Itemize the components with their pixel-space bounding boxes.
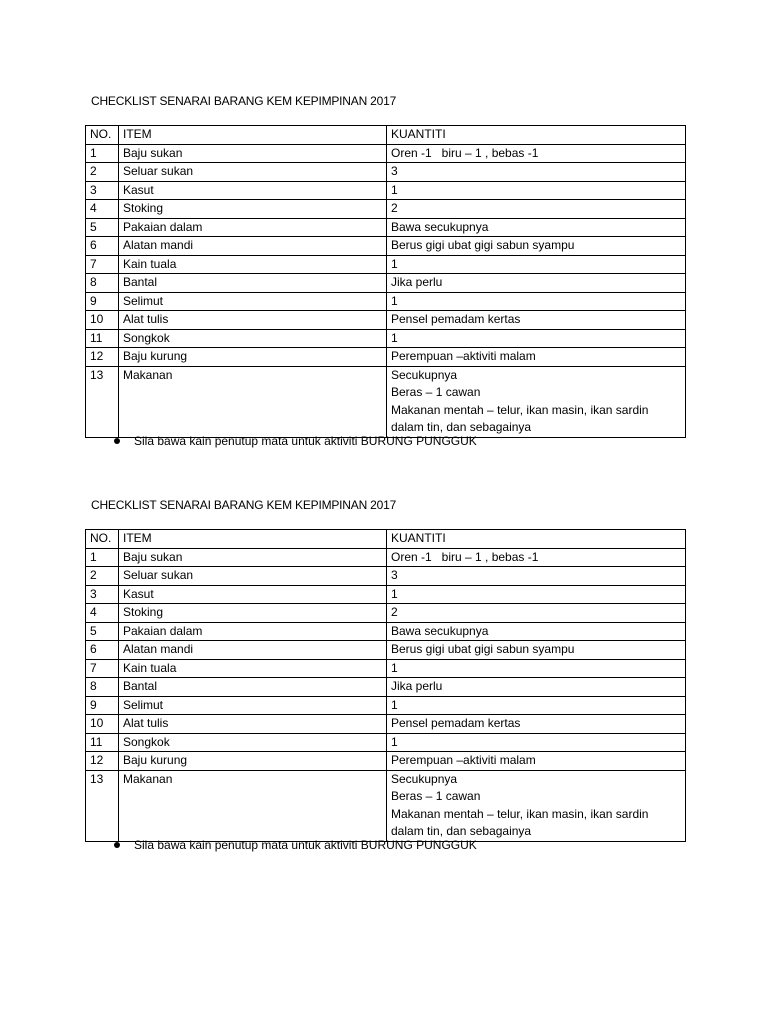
- page-title: CHECKLIST SENARAI BARANG KEM KEPIMPINAN 2017: [91, 94, 397, 108]
- row-quantity: Oren -1 biru – 1 , bebas -1: [387, 548, 686, 567]
- row-no: 4: [86, 604, 119, 623]
- row-item: Kasut: [119, 585, 387, 604]
- header-quantity: KUANTITI: [387, 126, 686, 145]
- row-item: Pakaian dalam: [119, 622, 387, 641]
- row-quantity: 1: [387, 255, 686, 274]
- header-quantity: KUANTITI: [387, 530, 686, 549]
- row-item: Songkok: [119, 733, 387, 752]
- row-quantity: 3: [387, 163, 686, 182]
- table-row: [86, 237, 686, 256]
- checklist-table: [85, 125, 686, 438]
- table-row: [86, 715, 686, 734]
- row-quantity: 1: [387, 696, 686, 715]
- page-title: CHECKLIST SENARAI BARANG KEM KEPIMPINAN 2017: [91, 498, 397, 512]
- row-no: 13: [86, 366, 119, 437]
- table-row: [86, 200, 686, 219]
- table-row: [86, 733, 686, 752]
- row-item: Alat tulis: [119, 311, 387, 330]
- quantity-line: dalam tin, dan sebagainya: [391, 824, 532, 838]
- row-no: 12: [86, 752, 119, 771]
- table-row: [86, 641, 686, 660]
- table-row: [86, 366, 686, 437]
- row-no: 4: [86, 200, 119, 219]
- row-no: 1: [86, 144, 119, 163]
- row-quantity: 2: [387, 604, 686, 623]
- row-item: Kain tuala: [119, 255, 387, 274]
- table-row: [86, 604, 686, 623]
- row-quantity: Perempuan –aktiviti malam: [387, 348, 686, 367]
- row-quantity: Jika perlu: [387, 678, 686, 697]
- row-item: Stoking: [119, 200, 387, 219]
- row-item: Alatan mandi: [119, 237, 387, 256]
- header-item: ITEM: [119, 530, 387, 549]
- row-quantity: 1: [387, 659, 686, 678]
- note: [114, 434, 477, 448]
- row-item: Alatan mandi: [119, 641, 387, 660]
- row-item: Makanan: [119, 770, 387, 841]
- row-no: 6: [86, 641, 119, 660]
- table-row: [86, 567, 686, 586]
- row-no: 11: [86, 329, 119, 348]
- row-item: Kasut: [119, 181, 387, 200]
- row-no: 8: [86, 678, 119, 697]
- table-row: [86, 329, 686, 348]
- table-row: [86, 622, 686, 641]
- bullet-icon: [114, 438, 120, 444]
- row-item: Bantal: [119, 274, 387, 293]
- table-row: [86, 274, 686, 293]
- row-item: Songkok: [119, 329, 387, 348]
- quantity-line: Beras – 1 cawan: [391, 789, 481, 803]
- row-no: 9: [86, 696, 119, 715]
- checklist-table: [85, 529, 686, 842]
- row-no: 5: [86, 622, 119, 641]
- table-row: [86, 255, 686, 274]
- row-quantity: Pensel pemadam kertas: [387, 715, 686, 734]
- note-text: Sila bawa kain penutup mata untuk aktiviti BURUNG PUNGGUK: [134, 434, 477, 448]
- row-no: 1: [86, 548, 119, 567]
- table-row: [86, 548, 686, 567]
- row-no: 8: [86, 274, 119, 293]
- table-row: [86, 292, 686, 311]
- row-quantity: [387, 770, 686, 841]
- table-row: [86, 678, 686, 697]
- row-quantity: [387, 366, 686, 437]
- row-item: Selimut: [119, 292, 387, 311]
- table-header-row: [86, 530, 686, 549]
- row-item: Seluar sukan: [119, 163, 387, 182]
- row-no: 2: [86, 567, 119, 586]
- table-row: [86, 144, 686, 163]
- row-quantity: 1: [387, 292, 686, 311]
- quantity-line: Beras – 1 cawan: [391, 385, 481, 399]
- row-no: 3: [86, 585, 119, 604]
- row-quantity: Jika perlu: [387, 274, 686, 293]
- row-no: 7: [86, 659, 119, 678]
- row-item: Seluar sukan: [119, 567, 387, 586]
- quantity-line: dalam tin, dan sebagainya: [391, 420, 532, 434]
- row-no: 3: [86, 181, 119, 200]
- header-no: NO.: [86, 126, 119, 145]
- table-header-row: [86, 126, 686, 145]
- bullet-icon: [114, 842, 120, 848]
- header-no: NO.: [86, 530, 119, 549]
- table-row: [86, 585, 686, 604]
- row-quantity: 2: [387, 200, 686, 219]
- row-quantity: 1: [387, 585, 686, 604]
- row-item: Stoking: [119, 604, 387, 623]
- table-row: [86, 696, 686, 715]
- row-no: 10: [86, 715, 119, 734]
- table-row: [86, 311, 686, 330]
- row-quantity: Bawa secukupnya: [387, 218, 686, 237]
- note: [114, 838, 477, 852]
- row-quantity: Pensel pemadam kertas: [387, 311, 686, 330]
- table-row: [86, 163, 686, 182]
- table-row: [86, 770, 686, 841]
- row-item: Kain tuala: [119, 659, 387, 678]
- quantity-line: Makanan mentah – telur, ikan masin, ikan sardin: [391, 402, 649, 417]
- row-no: 12: [86, 348, 119, 367]
- note-text: Sila bawa kain penutup mata untuk aktiviti BURUNG PUNGGUK: [134, 838, 477, 852]
- row-quantity: 1: [387, 181, 686, 200]
- row-quantity: Berus gigi ubat gigi sabun syampu: [387, 237, 686, 256]
- row-item: Pakaian dalam: [119, 218, 387, 237]
- row-no: 5: [86, 218, 119, 237]
- header-item: ITEM: [119, 126, 387, 145]
- row-no: 9: [86, 292, 119, 311]
- quantity-line: Makanan mentah – telur, ikan masin, ikan sardin: [391, 806, 649, 821]
- row-item: Alat tulis: [119, 715, 387, 734]
- row-quantity: 1: [387, 733, 686, 752]
- table-row: [86, 659, 686, 678]
- row-no: 2: [86, 163, 119, 182]
- row-item: Bantal: [119, 678, 387, 697]
- row-item: Baju kurung: [119, 752, 387, 771]
- row-no: 11: [86, 733, 119, 752]
- row-item: Baju sukan: [119, 548, 387, 567]
- row-quantity: Berus gigi ubat gigi sabun syampu: [387, 641, 686, 660]
- table-row: [86, 752, 686, 771]
- table-row: [86, 348, 686, 367]
- row-quantity: Bawa secukupnya: [387, 622, 686, 641]
- row-item: Selimut: [119, 696, 387, 715]
- row-quantity: Perempuan –aktiviti malam: [387, 752, 686, 771]
- table-row: [86, 181, 686, 200]
- row-no: 10: [86, 311, 119, 330]
- row-item: Baju sukan: [119, 144, 387, 163]
- row-quantity: 1: [387, 329, 686, 348]
- row-quantity: Oren -1 biru – 1 , bebas -1: [387, 144, 686, 163]
- quantity-line: Secukupnya: [391, 771, 458, 786]
- row-no: 13: [86, 770, 119, 841]
- row-no: 7: [86, 255, 119, 274]
- row-no: 6: [86, 237, 119, 256]
- row-item: Baju kurung: [119, 348, 387, 367]
- row-item: Makanan: [119, 366, 387, 437]
- quantity-line: Secukupnya: [391, 367, 458, 382]
- row-quantity: 3: [387, 567, 686, 586]
- table-row: [86, 218, 686, 237]
